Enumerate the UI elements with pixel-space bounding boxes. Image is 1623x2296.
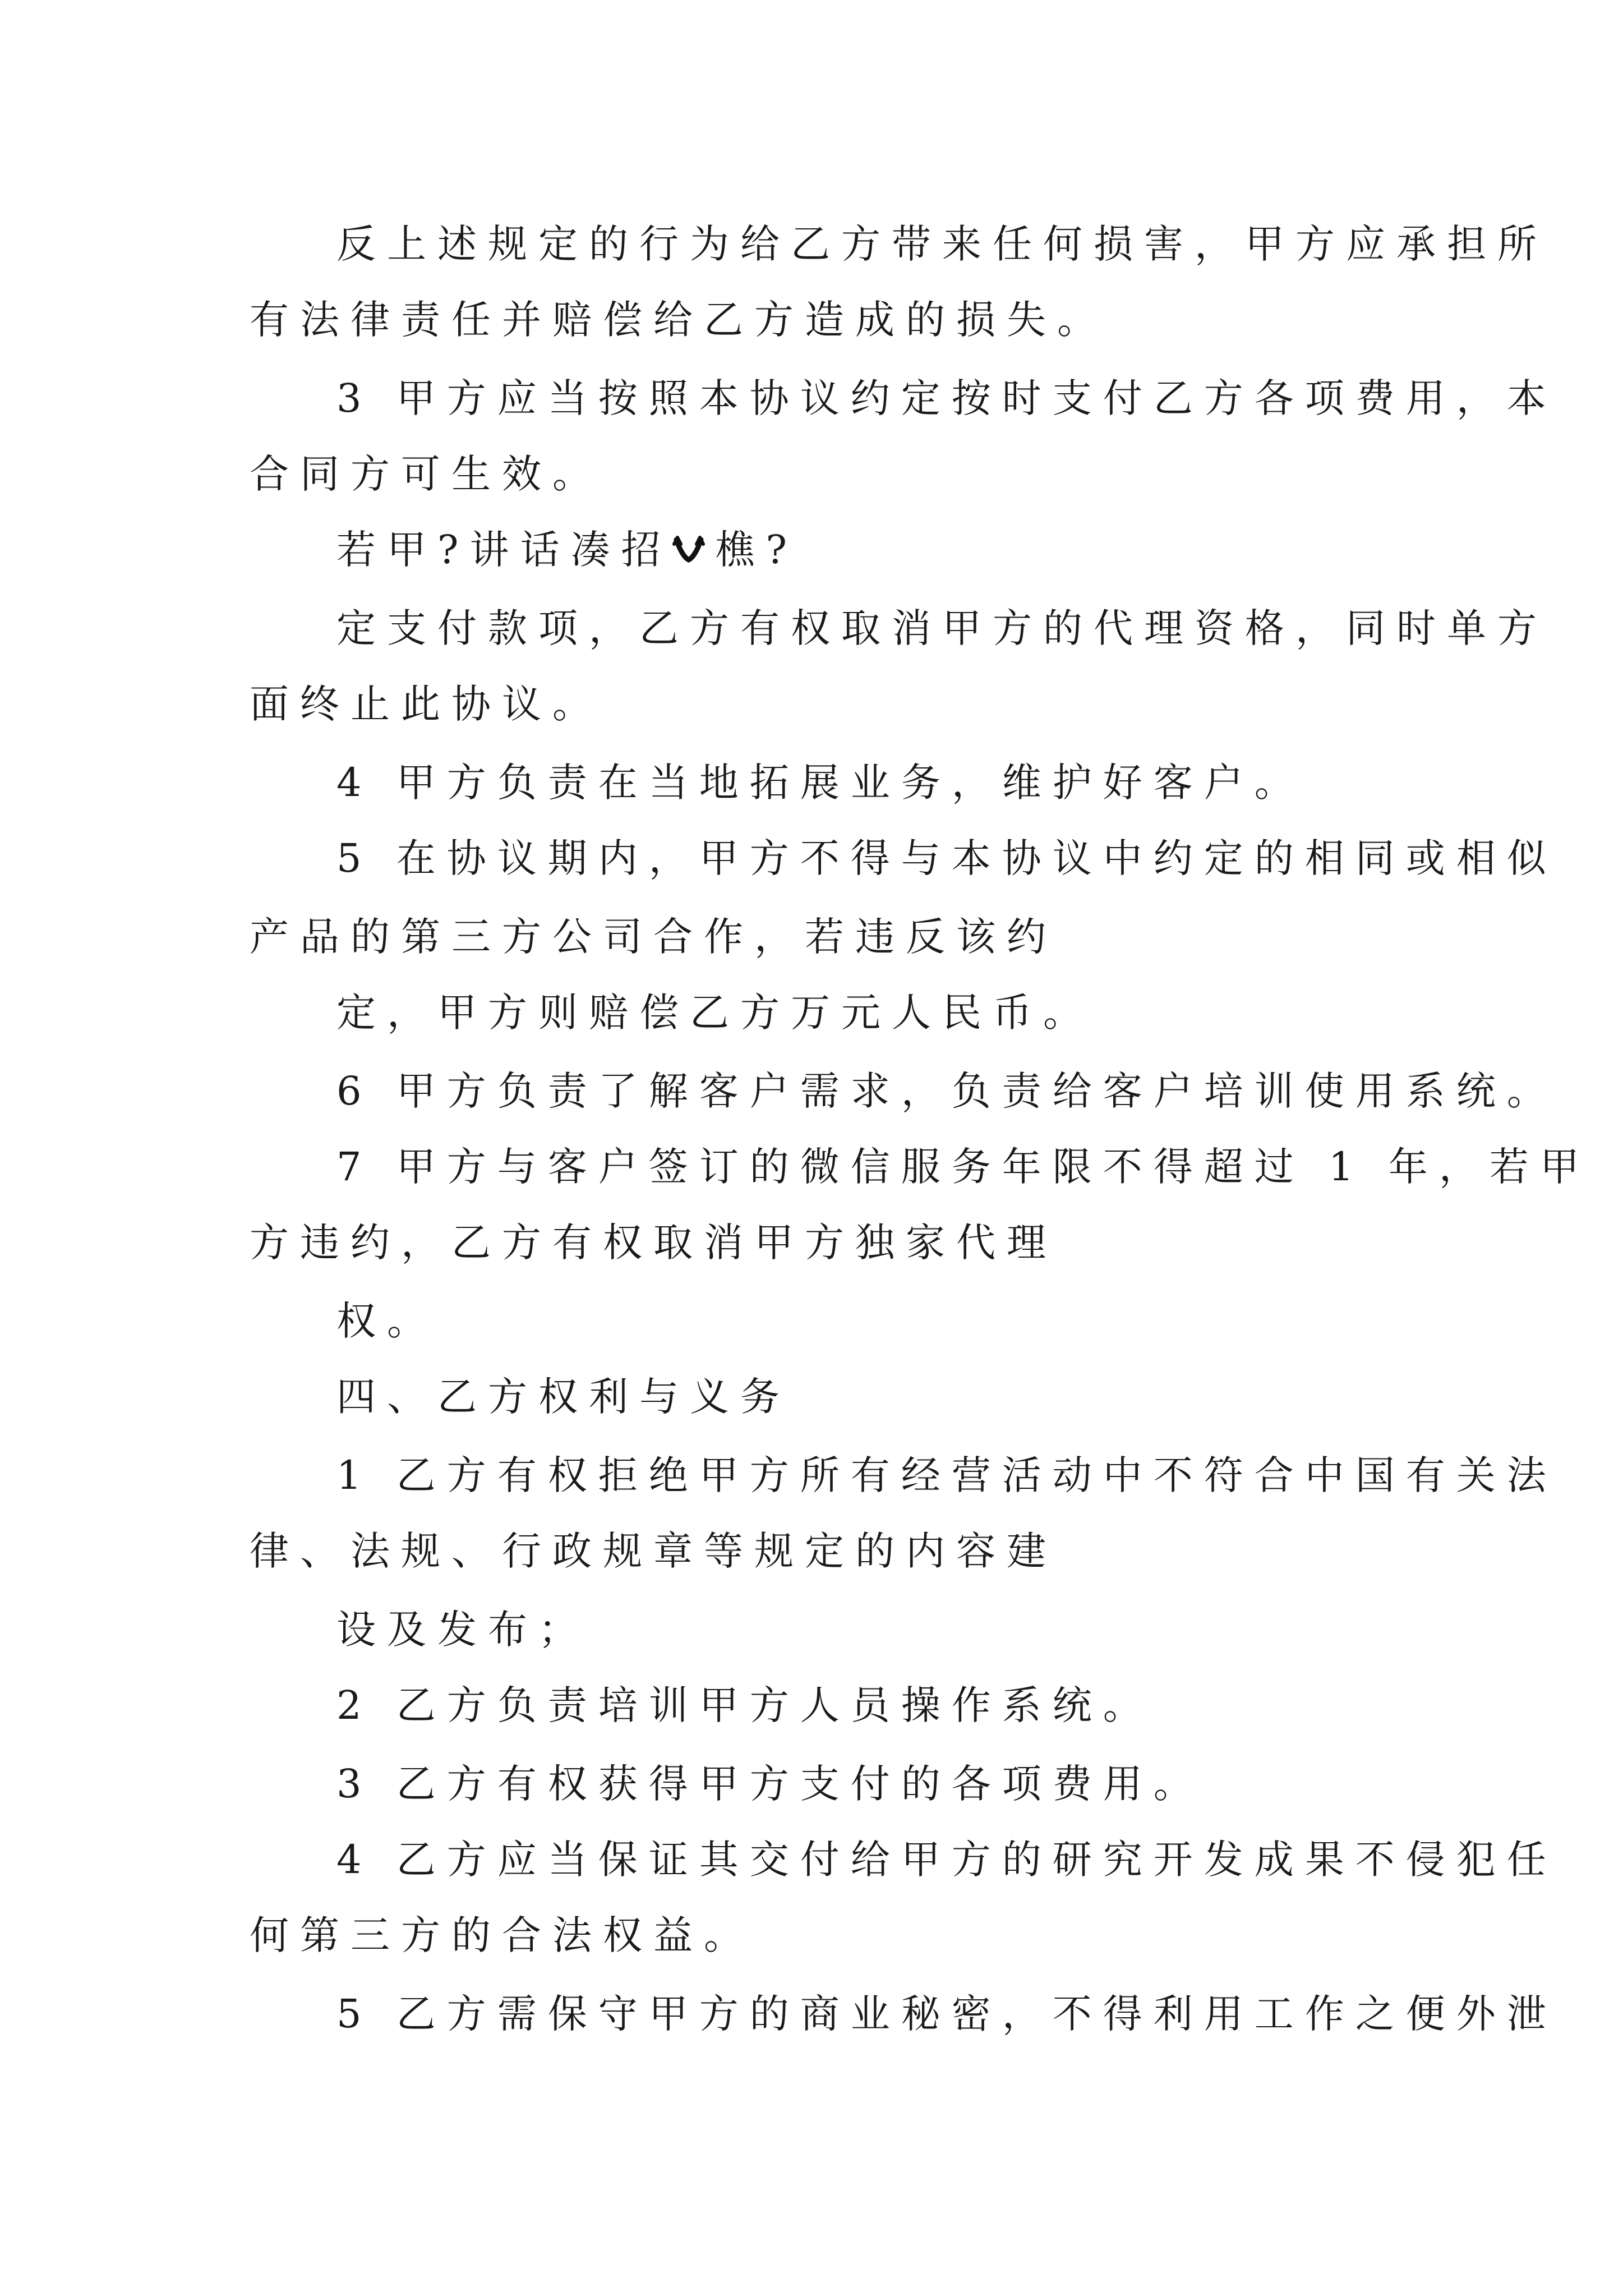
text-line: 何第三方的合法权益。 [250, 1912, 754, 1958]
section-heading: 四、乙方权利与义务 [336, 1374, 791, 1420]
text-line: 3 甲方应当按照本协议约定按时支付乙方各项费用，本 [336, 375, 1557, 421]
text-line: 2 乙方负责培训甲方人员操作系统。 [336, 1682, 1154, 1728]
text-line: 7 甲方与客户签订的微信服务年限不得超过 1 年，若甲 [336, 1144, 1590, 1190]
garbled-glyph-icon [672, 533, 706, 567]
text-line: 定，甲方则赔偿乙方万元人民币。 [336, 990, 1094, 1036]
text-line: 5 在协议期内，甲方不得与本协议中约定的相同或相似 [336, 835, 1557, 881]
garbled-text-line [336, 522, 798, 578]
text-line: 权。 [336, 1298, 437, 1344]
text-line: 方违约，乙方有权取消甲方独家代理 [250, 1220, 1057, 1266]
text-line: 4 乙方应当保证其交付给甲方的研究开发成果不侵犯任 [336, 1837, 1557, 1883]
text-line: 6 甲方负责了解客户需求，负责给客户培训使用系统。 [336, 1068, 1557, 1114]
text-line: 产品的第三方公司合作，若违反该约 [250, 914, 1057, 960]
text-line: 有法律责任并赔偿给乙方造成的损失。 [250, 297, 1108, 343]
garbled-text-start: 若甲?讲话凑招 [336, 527, 672, 573]
text-line: 律、法规、行政规章等规定的内容建 [250, 1528, 1057, 1574]
text-line: 设及发布； [336, 1607, 589, 1653]
text-line: 5 乙方需保守甲方的商业秘密，不得利用工作之便外泄 [336, 1991, 1557, 2037]
text-line: 1 乙方有权拒绝甲方所有经营活动中不符合中国有关法 [336, 1452, 1557, 1498]
garbled-text-end: 樵? [715, 527, 799, 573]
text-line: 合同方可生效。 [250, 451, 603, 497]
text-line: 3 乙方有权获得甲方支付的各项费用。 [336, 1761, 1204, 1807]
text-line: 反上述规定的行为给乙方带来任何损害，甲方应承担所 [336, 221, 1548, 267]
text-line: 面终止此协议。 [250, 681, 603, 727]
text-line: 4 甲方负责在当地拓展业务，维护好客户。 [336, 760, 1305, 806]
text-line: 定支付款项，乙方有权取消甲方的代理资格，同时单方 [336, 605, 1548, 651]
